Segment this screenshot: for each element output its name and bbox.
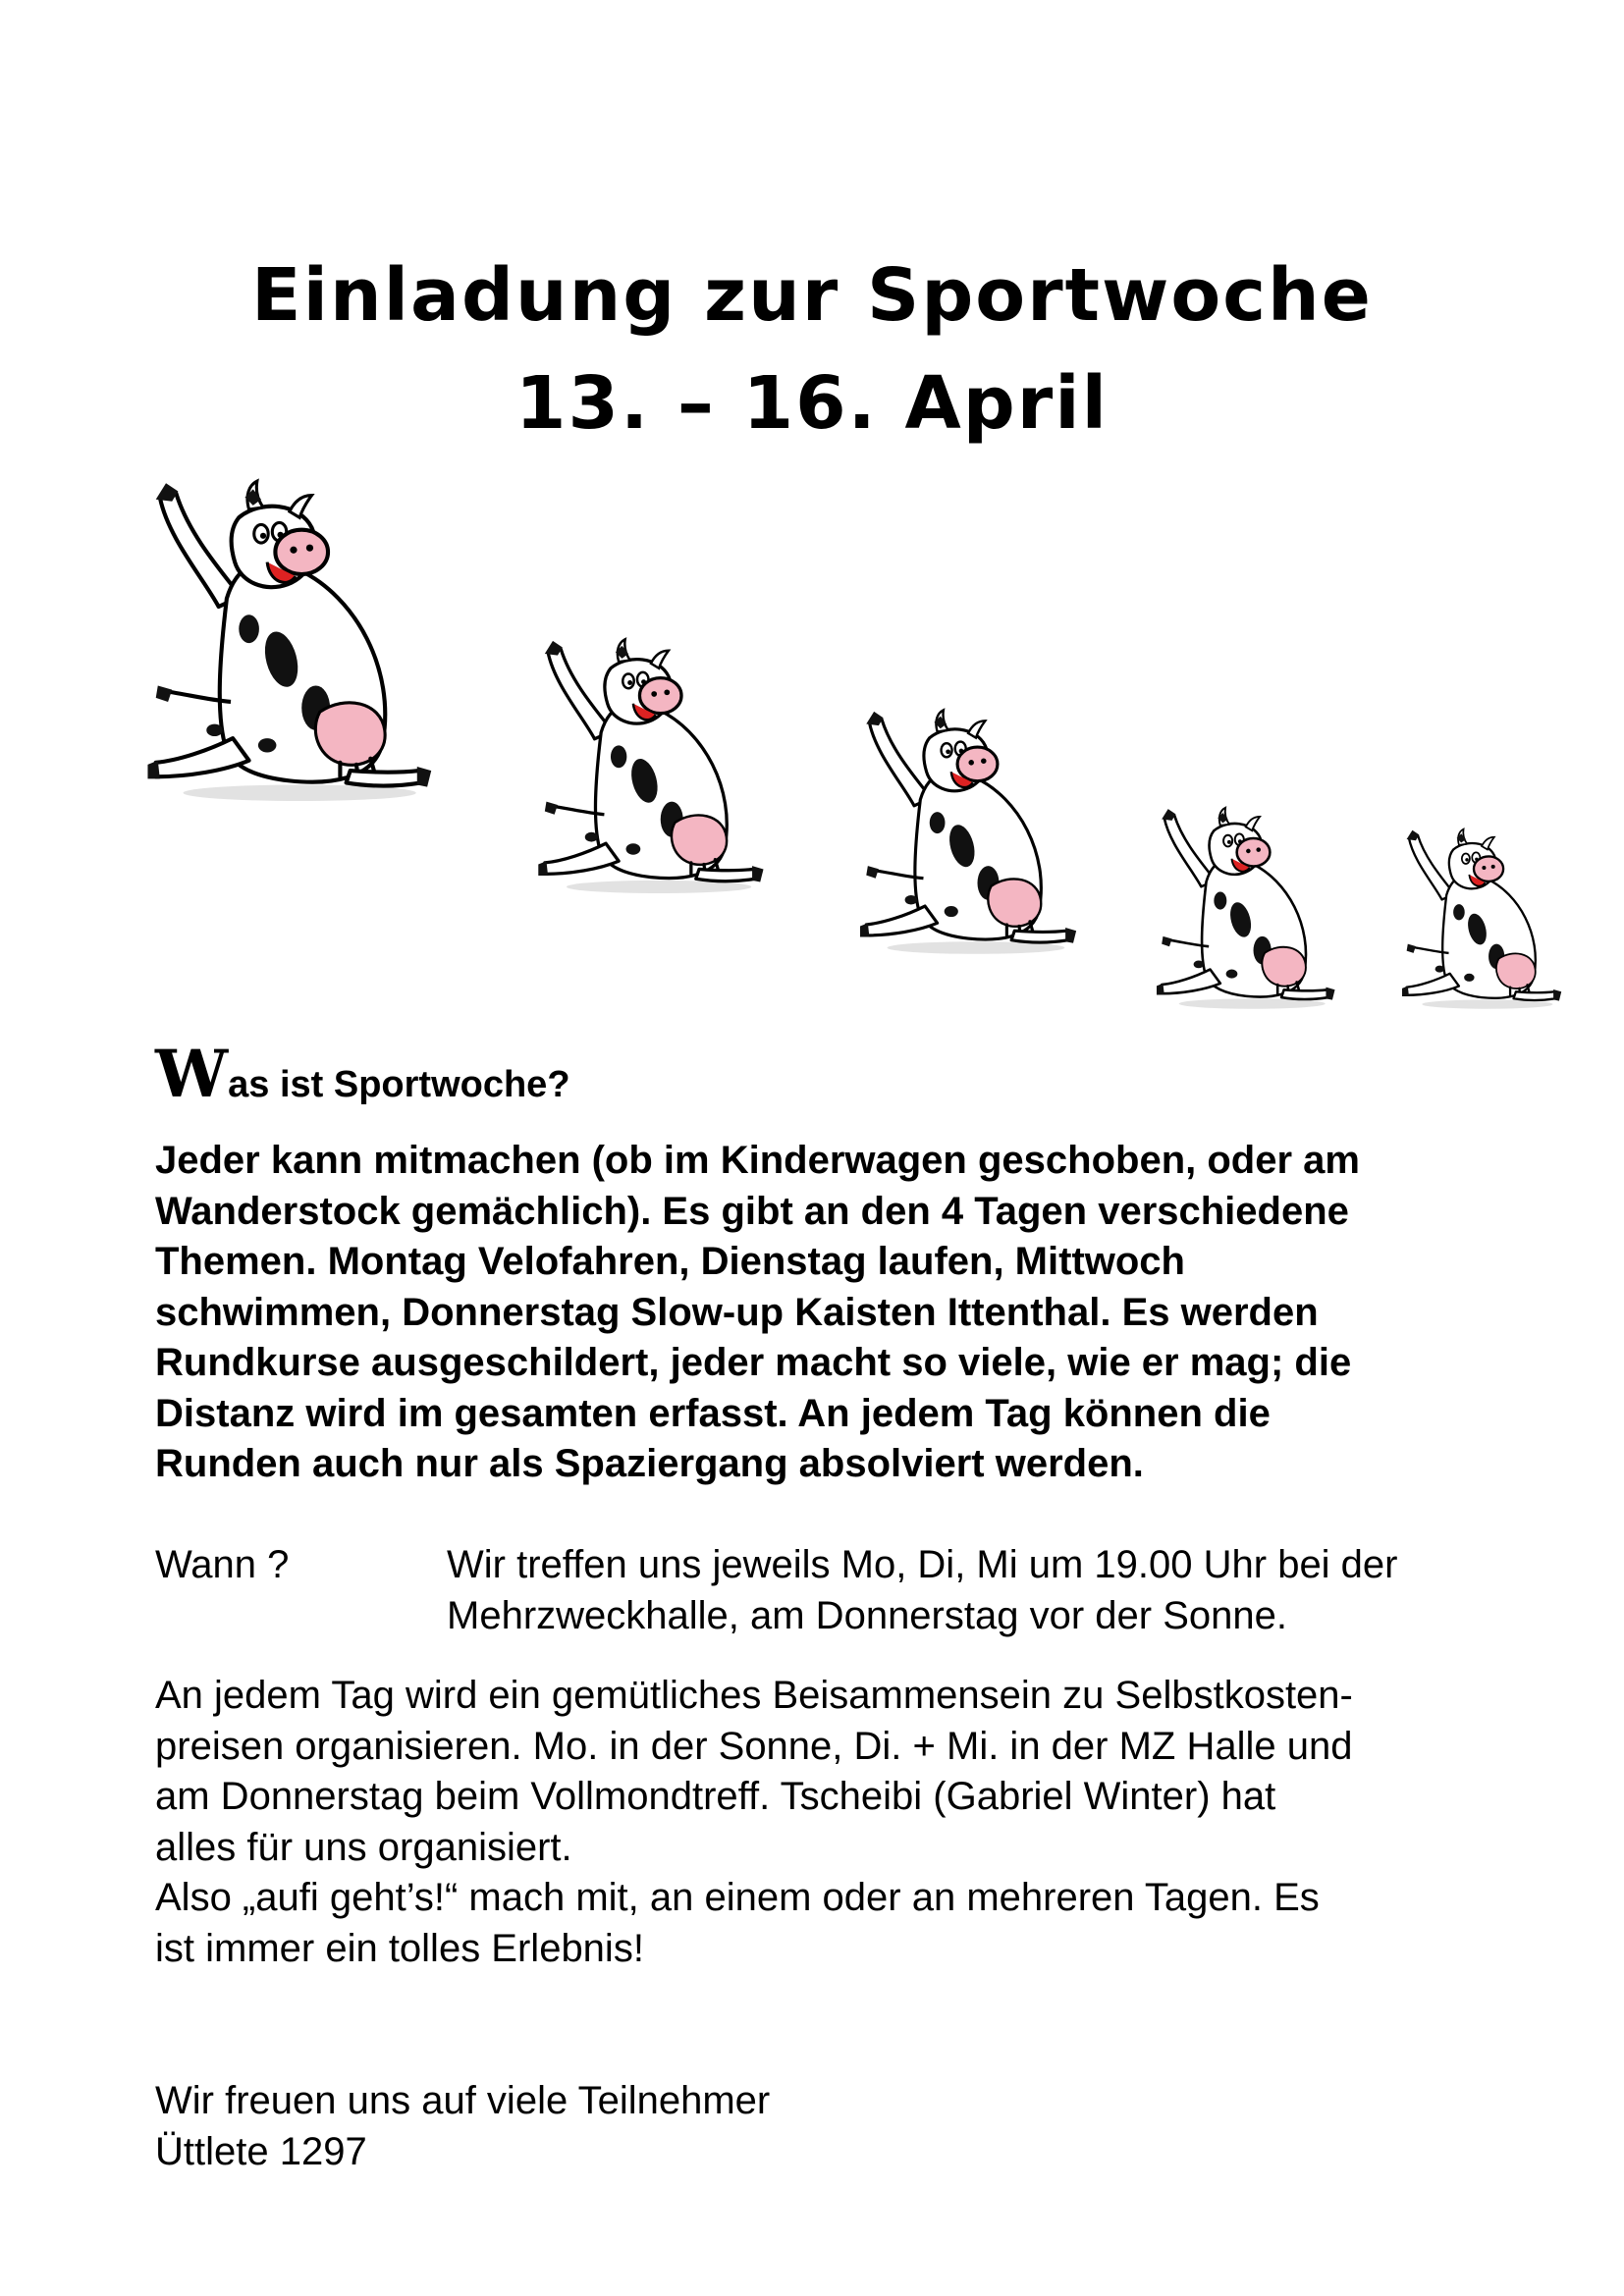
intro-line: Wanderstock gemächlich). Es gibt an den 4 Tagen verschiedene — [155, 1189, 1349, 1233]
intro-line: Distanz wird im gesamten erfasst. An jedem Tag können die — [155, 1391, 1271, 1435]
intro-line: schwimmen, Donnerstag Slow-up Kaisten Ittenthal. Es werden — [155, 1290, 1319, 1334]
details-paragraph — [155, 1671, 1353, 1974]
heading-text: as ist Sportwoche? — [228, 1064, 570, 1105]
dancing-cow-icon — [860, 707, 1084, 954]
closing-signature — [155, 2075, 770, 2177]
details-line: An jedem Tag wird ein gemütliches Beisammensein zu Selbstkosten- — [155, 1674, 1353, 1717]
dancing-cow-icon — [1157, 805, 1341, 1009]
when-label: Wann ? — [155, 1543, 290, 1586]
details-line: preisen organisieren. Mo. in der Sonne, Di. + Mi. in der MZ Halle und — [155, 1724, 1353, 1768]
details-line: Also „aufi geht’s!“ mach mit, an einem oder an mehreren Tagen. Es — [155, 1876, 1320, 1919]
intro-line: Runden auch nur als Spaziergang absolviert werden. — [155, 1442, 1144, 1485]
drop-cap: W — [155, 1036, 227, 1112]
intro-paragraph — [155, 1136, 1530, 1490]
details-line: ist immer ein tolles Erlebnis! — [155, 1926, 644, 1970]
section-heading — [155, 1036, 570, 1112]
page-title: Einladung zur Sportwoche — [251, 253, 1373, 338]
when-line: Mehrzweckhalle, am Donnerstag vor der Sonne. — [447, 1594, 1287, 1637]
dancing-cow-icon — [147, 477, 442, 801]
dancing-cow-icon — [538, 636, 772, 893]
date-range: 13. – 16. April — [515, 361, 1109, 446]
when-details — [447, 1539, 1398, 1641]
intro-line: Jeder kann mitmachen (ob im Kinderwagen geschoben, oder am — [155, 1139, 1360, 1182]
details-line: am Donnerstag beim Vollmondtreff. Tscheibi (Gabriel Winter) hat — [155, 1775, 1276, 1818]
closing-line: Wir freuen uns auf viele Teilnehmer — [155, 2079, 771, 2122]
signature-line: Üttlete 1297 — [155, 2130, 367, 2173]
intro-line: Rundkurse ausgeschildert, jeder macht so viele, wie er mag; die — [155, 1341, 1352, 1384]
details-line: alles für uns organisiert. — [155, 1825, 572, 1869]
dancing-cow-icon — [1402, 817, 1567, 1019]
when-line: Wir treffen uns jeweils Mo, Di, Mi um 19.00 Uhr bei der — [447, 1543, 1398, 1586]
intro-line: Themen. Montag Velofahren, Dienstag laufen, Mittwoch — [155, 1240, 1185, 1283]
